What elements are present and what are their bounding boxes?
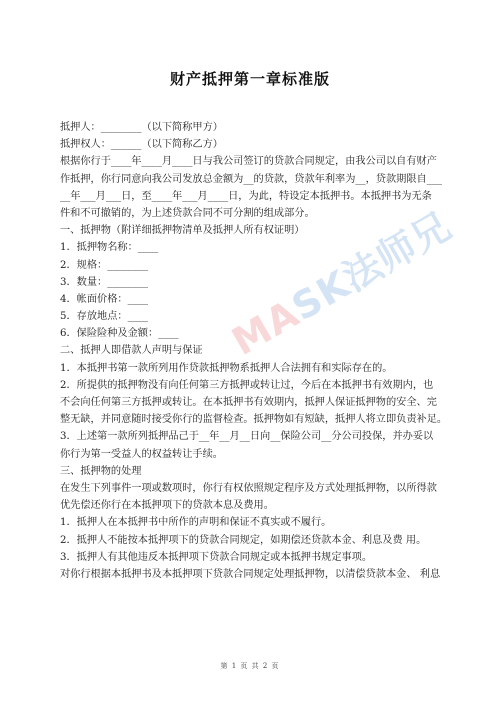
list-item: 4．帐面价格：____ xyxy=(60,293,148,305)
paragraph-line: 整无缺，并同意随时接受你行的监督检查。抵押物如有短缺，抵押人将立即负责补足。 xyxy=(60,414,448,426)
section-heading-1: 一、抵押物（附详细抵押物清单及抵押人所有权证明） xyxy=(60,225,305,237)
list-item: 1．本抵押书第一款所列用作贷款抵押物系抵押人合法拥有和实际存在的。 xyxy=(60,362,393,374)
list-item: 3．数量：________ xyxy=(60,276,148,288)
paragraph-line: 不会向任何第三方抵押或转让。在本抵押书有效期内，抵押人保证抵押物的安全、完 xyxy=(60,397,437,408)
paragraph-line: 作抵押，你行同意向我公司发放总金额为__的贷款，贷款年利率为__，贷款期限自___ xyxy=(60,173,443,185)
list-item: 5．存放地点：____ xyxy=(60,311,148,323)
paragraph-line: 在发生下列事件一项或数项时，你行有权依照规定程序及方式处理抵押物，以所得款 xyxy=(60,482,437,494)
list-item: 2．所提供的抵押物没有向任何第三方抵押或转让过，今后在本抵押书有效期内，也 xyxy=(60,379,434,391)
party-b-line: 抵押权人：______（以下简称乙方） xyxy=(60,139,223,151)
paragraph-line: 优先偿还你行在本抵押项下的贷款本息及费用。 xyxy=(60,500,274,512)
section-heading-3: 三、抵押物的处理 xyxy=(60,465,142,477)
list-item: 1．抵押人在本抵押书中所作的声明和保证不真实或不履行。 xyxy=(60,517,332,529)
list-item: 3．抵押人有其他违反本抵押项下贷款合同规定或本抵押书规定事项。 xyxy=(60,551,373,563)
watermark-logo: MASK法师兄 xyxy=(224,203,459,364)
paragraph-line: 件和不可撤销的，为上述贷款合同不可分割的组成部分。 xyxy=(60,207,315,219)
list-item: 3．上述第一款所列抵押品己于__年__月__日向__保险公司__分公司投保，并办妥以 xyxy=(60,431,434,443)
list-item: 6．保险险种及金额：____ xyxy=(60,328,179,340)
document-body xyxy=(60,119,448,583)
document-title: 财产抵押第一章标准版 xyxy=(169,70,330,88)
paragraph-line: 根据你行于____年____月____日与我公司签订的贷款合同规定，由我公司以自有财产 xyxy=(60,156,437,168)
paragraph-line: 你行为第一受益人的权益转让手续。 xyxy=(60,448,223,460)
party-a-line: 抵押人：________（以下简称甲方） xyxy=(60,122,223,133)
list-item: 2．抵押人不能按本抵押项下的贷款合同规定，如期偿还贷款本金、利息及费 用。 xyxy=(60,534,427,546)
list-item: 2．规格：________ xyxy=(60,259,148,271)
section-heading-2: 二、抵押人即借款人声明与保证 xyxy=(60,345,203,357)
list-item: 1．抵押物名称：____ xyxy=(60,242,159,254)
page-footer: 第 1 页 共 2 页 xyxy=(220,662,280,670)
paragraph-line: __年___月___日，至____年___月____日，为此，特设定本抵押书。本抵押书为无条 xyxy=(60,190,432,202)
paragraph-line: 对你行根据本抵押书及本抵押项下贷款合同规定处理抵押物，以清偿贷款本金、 利息 xyxy=(60,568,441,580)
